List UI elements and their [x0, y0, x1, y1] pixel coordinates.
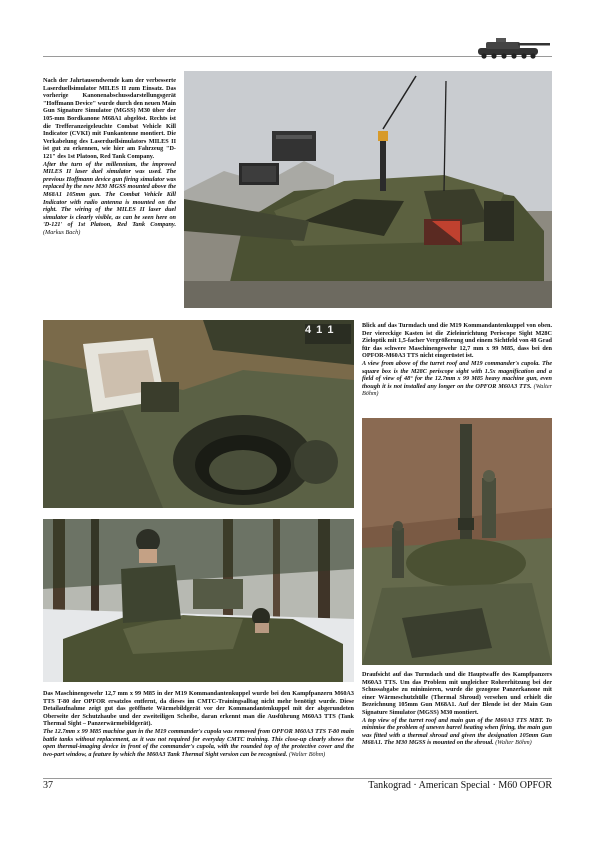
caption-bottom-right — [362, 671, 552, 747]
photo-cupola-top-view — [43, 320, 354, 508]
caption-english — [362, 717, 552, 747]
caption-english-text: The 12.7mm x 99 M85 machine gun in the M19 commander's cupola was removed from OPFOR M60A3 TTS T-80 main battle tanks without replacement, as it was not required for everyday CMTC training. This close-up clearly shows the open thermal-imaging device in front of the commander's cupola, with the rounded top of the protective cover and the two-part window, a feature by which the M60A3 Tank Thermal Sight version can be recognised. — [43, 727, 354, 758]
vehicle-number-plate: 4 1 1 — [305, 324, 335, 336]
photo-credit: (Walter Böhm) — [362, 382, 552, 398]
caption-english — [43, 728, 354, 758]
footer-rule — [43, 778, 552, 779]
photo-credit: (Markus Bach) — [43, 228, 81, 236]
caption-german: Das Maschinengewehr 12,7 mm x 99 M85 in der M19 Kommandantenkuppel wurde bei den Kampfpanzern M60A3 TTS T-80 der OPFOR ersatzlos entfernt, da dieses im CMTC-Trainingsalltag nicht mehr benötigt wurde. Diese Detailaufnahme zeigt gut das geöffnete Wärmebildgerät vor der Kommandantenkuppel mit der abgerundeten Oberseite der Schutzhaube und der zweiteiligen Scheibe, daran erkennt man die Ausführung M60A3 TTS (Tank Thermal Sight – Panzerwärmebildgerät). — [43, 690, 354, 728]
photo-main-gun-top-view — [362, 418, 552, 665]
caption-german: Blick auf das Turmdach und die M19 Kommandantenkuppel von oben. Der viereckige Kasten ist die Zieleinrichtung Periscope Sight M28C Zieloptik mit 1,5-facher Vergrößerung und einem Sichtfeld von 48 Grad für das schwere Maschinengewehr 12,7 mm x 99 M85, dass bei den OPFOR-M60A3 TTS nicht eingerüstet ist. — [362, 322, 552, 360]
caption-english-text: A view from above of the turret roof and M19 commander's cupola. The square box is the M28C periscope sight with 1.5x magnification and a field of view of 48° for the 12.7mm x 99 M85 heavy machine gun, even though it is not installed any longer on the OPFOR M60A3 TTS. — [362, 359, 552, 390]
photo-credit: (Walter Böhm) — [288, 750, 326, 758]
caption-middle-right — [362, 322, 552, 398]
tank-silhouette-icon — [468, 33, 552, 61]
caption-german: Draufsicht auf das Turmdach und die Hauptwaffe des Kampfpanzers M60A3 TTS. Um das Problem mit ungleicher Rohrerhitzung bei der Schussabgabe zu minimieren, wurde die gezogene Panzerkanone mit einer Wärmeschutzhülle (Thermal Shroud) versehen und erhielt die Bezeichnung 105mm Gun M68A1. Auf der Blende ist der Main Gun Signature Simulator (MGSS) M30 montiert. — [362, 671, 552, 716]
caption-german: Nach der Jahrtausendwende kam der verbesserte Laserduellsimulator MILES II zum Einsatz. Das vorherige Kanonenabschussdarstellungsgerät "Hoffmann Device" wurde durch den neuen Main Gun Signature Simulator (MGSS) M30 über der 105-mm Bordkanone M68A1 abgelöst. Rechts ist die Trefferanzeigeleuchte Combat Vehicle Kill Indicator (CVKI) mit Funkantenne montiert. Die Verkabelung des Laserduellsimulators MILES II ist gut zu erkennen, wie hier am Fahrzeug "D-121" des 1st Platoon, Red Tank Company. — [43, 77, 176, 160]
footer-title: Tankograd · American Special · M60 OPFOR — [368, 780, 552, 791]
page-number: 37 — [43, 780, 53, 791]
caption-english — [43, 161, 176, 237]
caption-english-text: After the turn of the millennium, the improved MILES II laser duel simulator was used. The previous Hoffmann device gun firing simulator was replaced by the new M30 MGSS mounted above the M68A1 105mm gun. The Combat Vehicle Kill Indicator with radio antenna is mounted on the right. The wiring of the MILES II laser duel simulator is clearly visible, as can be seen here on 'D-121' of 1st Platoon, Red Tank Company. — [43, 160, 176, 229]
photo-credit: (Walter Böhm) — [495, 739, 532, 747]
caption-bottom-left — [43, 690, 354, 758]
caption-english — [362, 360, 552, 398]
caption-english-text: A top view of the turret roof and main gun of the M60A3 TTS MBT. To minimise the problem of uneven barrel heating when firing, the main gun was fitted with a thermal shroud and given the designation 105mm Gun M68A1. The M30 MGSS is mounted on the shroud. — [362, 716, 552, 747]
photo-commander-winter — [43, 519, 354, 682]
photo-tank-turret-miles — [184, 71, 552, 308]
caption-top-left — [43, 77, 176, 236]
